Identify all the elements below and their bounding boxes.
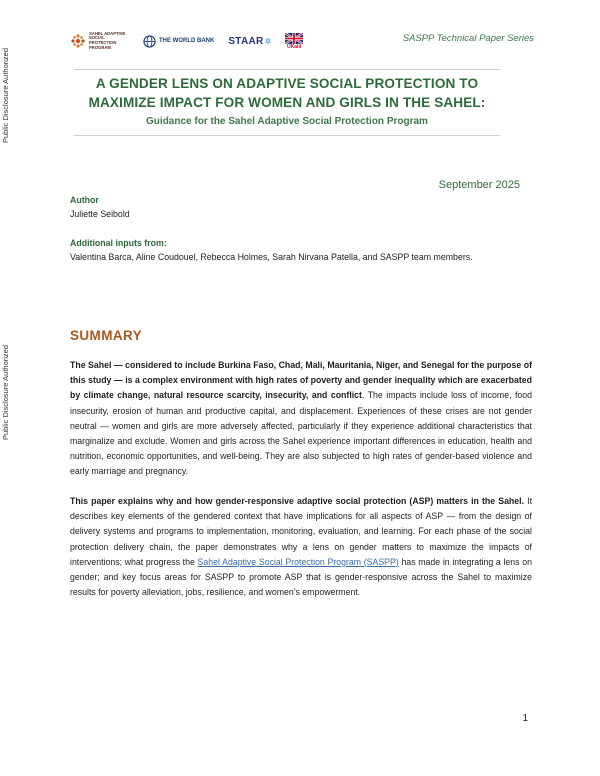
title-bottom-rule: [74, 135, 500, 136]
author-name: Juliette Seibold: [70, 209, 130, 219]
para1-bold: The Sahel — considered to include Burkina Faso, Chad, Mali, Mauritania, Niger, and Senegal for the purpose of this study — is a complex environment with high rates of poverty and gender inequality which are exacerbated by climate change, natural resource scarcity, insecurity, and conflict: [70, 360, 532, 401]
page-subtitle: Guidance for the Sahel Adaptive Social Protection Program: [146, 116, 428, 127]
summary-paragraph-2: [70, 494, 532, 600]
series-label: SASPP Technical Paper Series: [402, 33, 534, 44]
author-label: Author: [70, 195, 99, 205]
para2-text-a: It describes key elements of the gendered context that have implications for all aspects of ASP — from the design of delivery systems and programs to implementation, monitoring, evaluation, and learning. For each phase of the social protection delivery chain, the paper demonstrates why a lens on gender matters to maximize the impacts of interventions; what progress the: [70, 496, 532, 567]
para2-bold: This paper explains why and how gender-responsive adaptive social protection (ASP) matters in the Sahel.: [70, 496, 525, 506]
ukaid-logo: [285, 33, 303, 50]
para1-text: . The impacts include loss of income, food insecurity, erosion of human and productive capital, and displacement. Experiences of these crises are not gender neutral — women and girls are more adversely affected, particularly if they experience additional characteristics that marginalize and exclude. Women and girls across the Sahel experience important differences in education, health and nutrition, economic opportunities, and well-being. They are also subjected to high rates of gender-based violence and early marriage and pregnancy.: [70, 390, 532, 477]
world-bank-text: THE WORLD BANK: [159, 38, 215, 44]
ukaid-text: UKaid: [287, 43, 302, 50]
world-bank-logo: [143, 35, 214, 48]
saspp-logo: [70, 32, 129, 50]
staar-logo: [228, 36, 271, 47]
summary-paragraph-1: [70, 358, 532, 480]
union-flag-icon: [285, 33, 303, 44]
star-icon: ✲: [264, 36, 272, 46]
saspp-emblem-icon: [70, 33, 86, 49]
publication-date: September 2025: [438, 179, 520, 191]
contributors-list: Valentina Barca, Aline Coudouel, Rebecca Holmes, Sarah Nirvana Patella, and SASPP team members.: [70, 252, 473, 262]
partner-logos: [70, 31, 317, 51]
staar-text: STAAR: [228, 35, 264, 47]
saspp-logo-text: SAHEL ADAPTIVE SOCIAL PROTECTION PROGRAM: [89, 30, 126, 50]
page-title-line1: A GENDER LENS ON ADAPTIVE SOCIAL PROTECTION TO: [95, 76, 479, 91]
globe-icon: [143, 35, 156, 48]
disclosure-label-middle: Public Disclosure Authorized: [1, 345, 10, 441]
disclosure-label-top: Public Disclosure Authorized: [1, 48, 10, 144]
para2-text-b: has made in integrating a lens on gender; and key focus areas for SASPP to promote ASP that is gender-responsive across the Sahel to maximize results for poverty alleviation, jobs, resilience, and women’s empowerment.: [70, 556, 532, 598]
page-title-line2: MAXIMIZE IMPACT FOR WOMEN AND GIRLS IN THE SAHEL:: [88, 95, 486, 110]
title-block: [70, 69, 504, 136]
title-top-rule: [74, 69, 500, 70]
contributors-label: Additional inputs from:: [70, 238, 167, 248]
saspp-link[interactable]: Sahel Adaptive Social Protection Program (SASPP): [197, 556, 399, 567]
page-title: [70, 74, 504, 112]
page-number: 1: [522, 713, 528, 724]
summary-heading: SUMMARY: [70, 328, 143, 343]
